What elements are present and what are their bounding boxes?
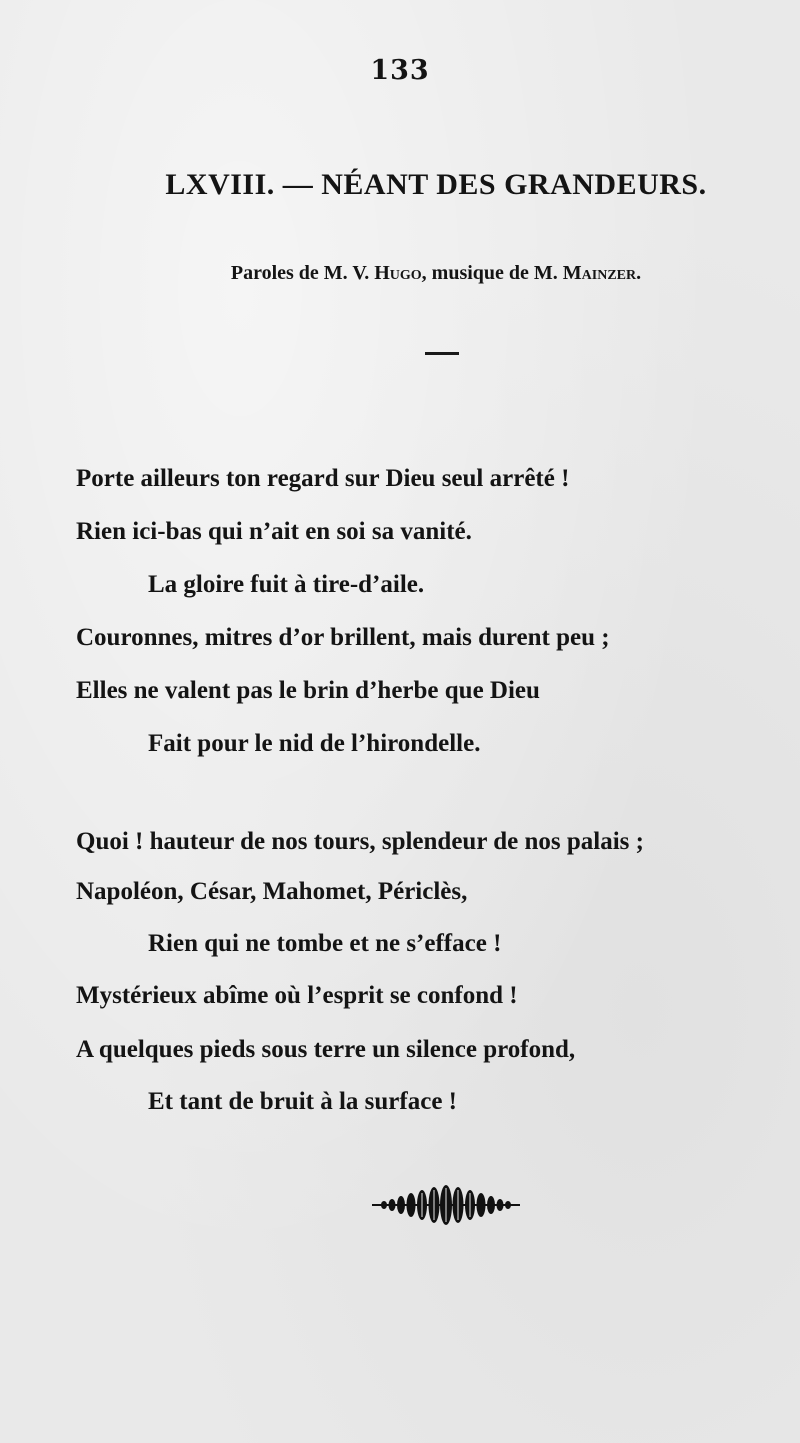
verse-line: A quelques pieds sous terre un silence profond, <box>76 1036 576 1063</box>
verse-line: Quoi ! hauteur de nos tours, splendeur de nos palais ; <box>76 828 644 855</box>
verse-line: Elles ne valent pas le brin d’herbe que Dieu <box>76 677 540 704</box>
verse-line: La gloire fuit à tire-d’aile. <box>148 571 425 598</box>
composer-name: Mainzer <box>562 262 637 284</box>
verse-line: Fait pour le nid de l’hirondelle. <box>148 730 481 757</box>
credits-middle: , musique de M. <box>421 262 563 284</box>
verse-line: Mystérieux abîme où l’esprit se confond ! <box>76 982 518 1009</box>
credits-prefix: Paroles de M. V. <box>230 262 375 284</box>
credits-suffix: . <box>636 262 642 284</box>
title-divider <box>425 352 459 355</box>
verse-line: Couronnes, mitres d’or brillent, mais durent peu ; <box>76 624 610 651</box>
song-title: LXVIII. — NÉANT DES GRANDEURS. <box>165 168 707 201</box>
song-credits <box>0 262 800 285</box>
fleuron-ornament-icon <box>372 1183 520 1227</box>
verse-line: Napoléon, César, Mahomet, Périclès, <box>76 878 468 905</box>
verse-line: Rien qui ne tombe et ne s’efface ! <box>148 930 502 957</box>
verse-line: Et tant de bruit à la surface ! <box>148 1088 457 1115</box>
page-number: 133 <box>370 55 430 86</box>
verse-line: Rien ici-bas qui n’ait en soi sa vanité. <box>76 518 472 545</box>
verse-line: Porte ailleurs ton regard sur Dieu seul arrêté ! <box>76 465 570 492</box>
author-name: Hugo <box>374 262 422 284</box>
